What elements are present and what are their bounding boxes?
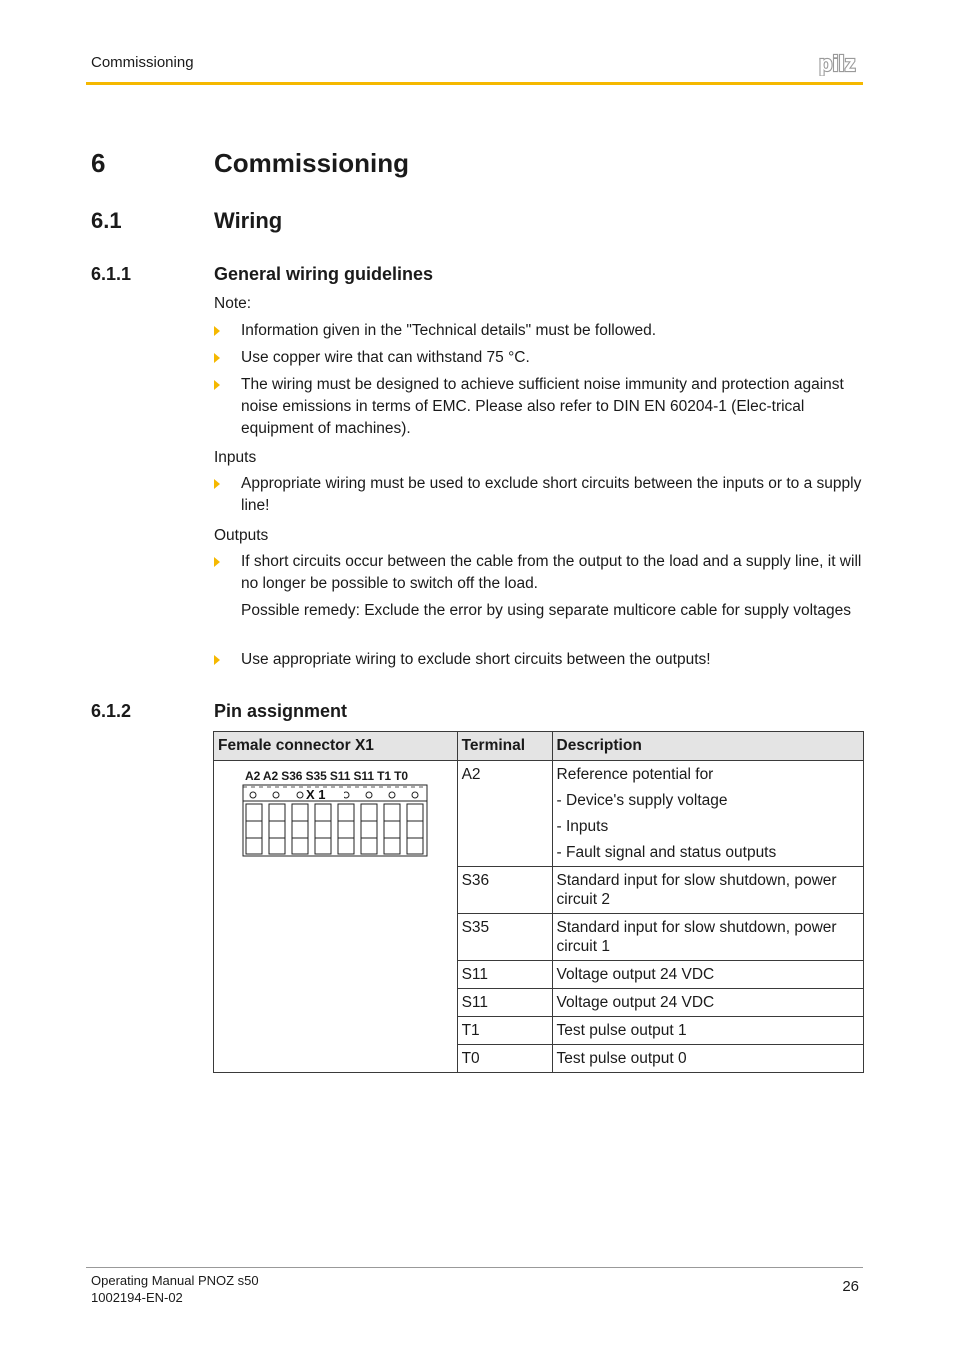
description-cell: Reference potential for - Device's supply voltage - Inputs - Fault signal and status outputs [552,761,863,867]
terminal-cell: S11 [457,961,552,989]
connector-terminal-labels: A2 A2 S36 S35 S11 S11 T1 T0 [245,769,408,783]
terminal-cell: S36 [457,867,552,914]
pin-assignment-table [213,731,864,1073]
chapter-title: Commissioning [214,148,410,178]
footer-doc-id: 1002194-EN-02 [91,1290,183,1305]
remedy-text: Possible remedy: Exclude the error by using separate multicore cable for supply voltages [241,602,851,619]
page-footer [86,1267,863,1318]
subsection-number: 6.1.2 [91,701,132,721]
page-header [86,50,863,85]
column-header: Female connector X1 [214,732,458,761]
page-number: 26 [842,1278,859,1295]
description-cell: Voltage output 24 VDC [552,989,863,1017]
bullet-arrow-icon [214,326,220,336]
column-header: Terminal [457,732,552,761]
header-section-title: Commissioning [91,54,194,71]
bullet-arrow-icon [214,479,220,489]
subsection-title: General wiring guidelines [214,264,434,284]
svg-text:pilz: pilz [819,52,856,76]
connector-x1-diagram [242,784,432,860]
bullet-arrow-icon [214,353,220,363]
terminal-cell: A2 [457,761,552,867]
connector-diagram-cell [214,761,458,1073]
terminal-cell: T0 [457,1045,552,1073]
description-cell: Standard input for slow shutdown, power circuit 2 [552,867,863,914]
outputs-label: Outputs [214,527,269,544]
note-label: Note: [214,295,252,312]
subsection-title: Pin assignment [214,701,348,721]
terminal-cell: T1 [457,1017,552,1045]
svg-text:X 1: X 1 [306,787,326,802]
table-header-row [214,732,864,761]
bullet-arrow-icon [214,380,220,390]
section-number: 6.1 [91,208,122,233]
terminal-cell: S35 [457,914,552,961]
description-cell: Standard input for slow shutdown, power circuit 1 [552,914,863,961]
column-header: Description [552,732,863,761]
chapter-number: 6 [91,148,106,178]
bullet-arrow-icon [214,557,220,567]
description-cell: Test pulse output 1 [552,1017,863,1045]
description-cell: Test pulse output 0 [552,1045,863,1073]
inputs-label: Inputs [214,449,257,466]
footer-manual-title: Operating Manual PNOZ s50 [91,1273,259,1288]
terminal-cell: S11 [457,989,552,1017]
bullet-arrow-icon [214,655,220,665]
section-title: Wiring [214,208,283,233]
table-row [214,761,864,867]
description-cell: Voltage output 24 VDC [552,961,863,989]
pilz-logo [819,52,863,76]
subsection-number: 6.1.1 [91,264,132,284]
